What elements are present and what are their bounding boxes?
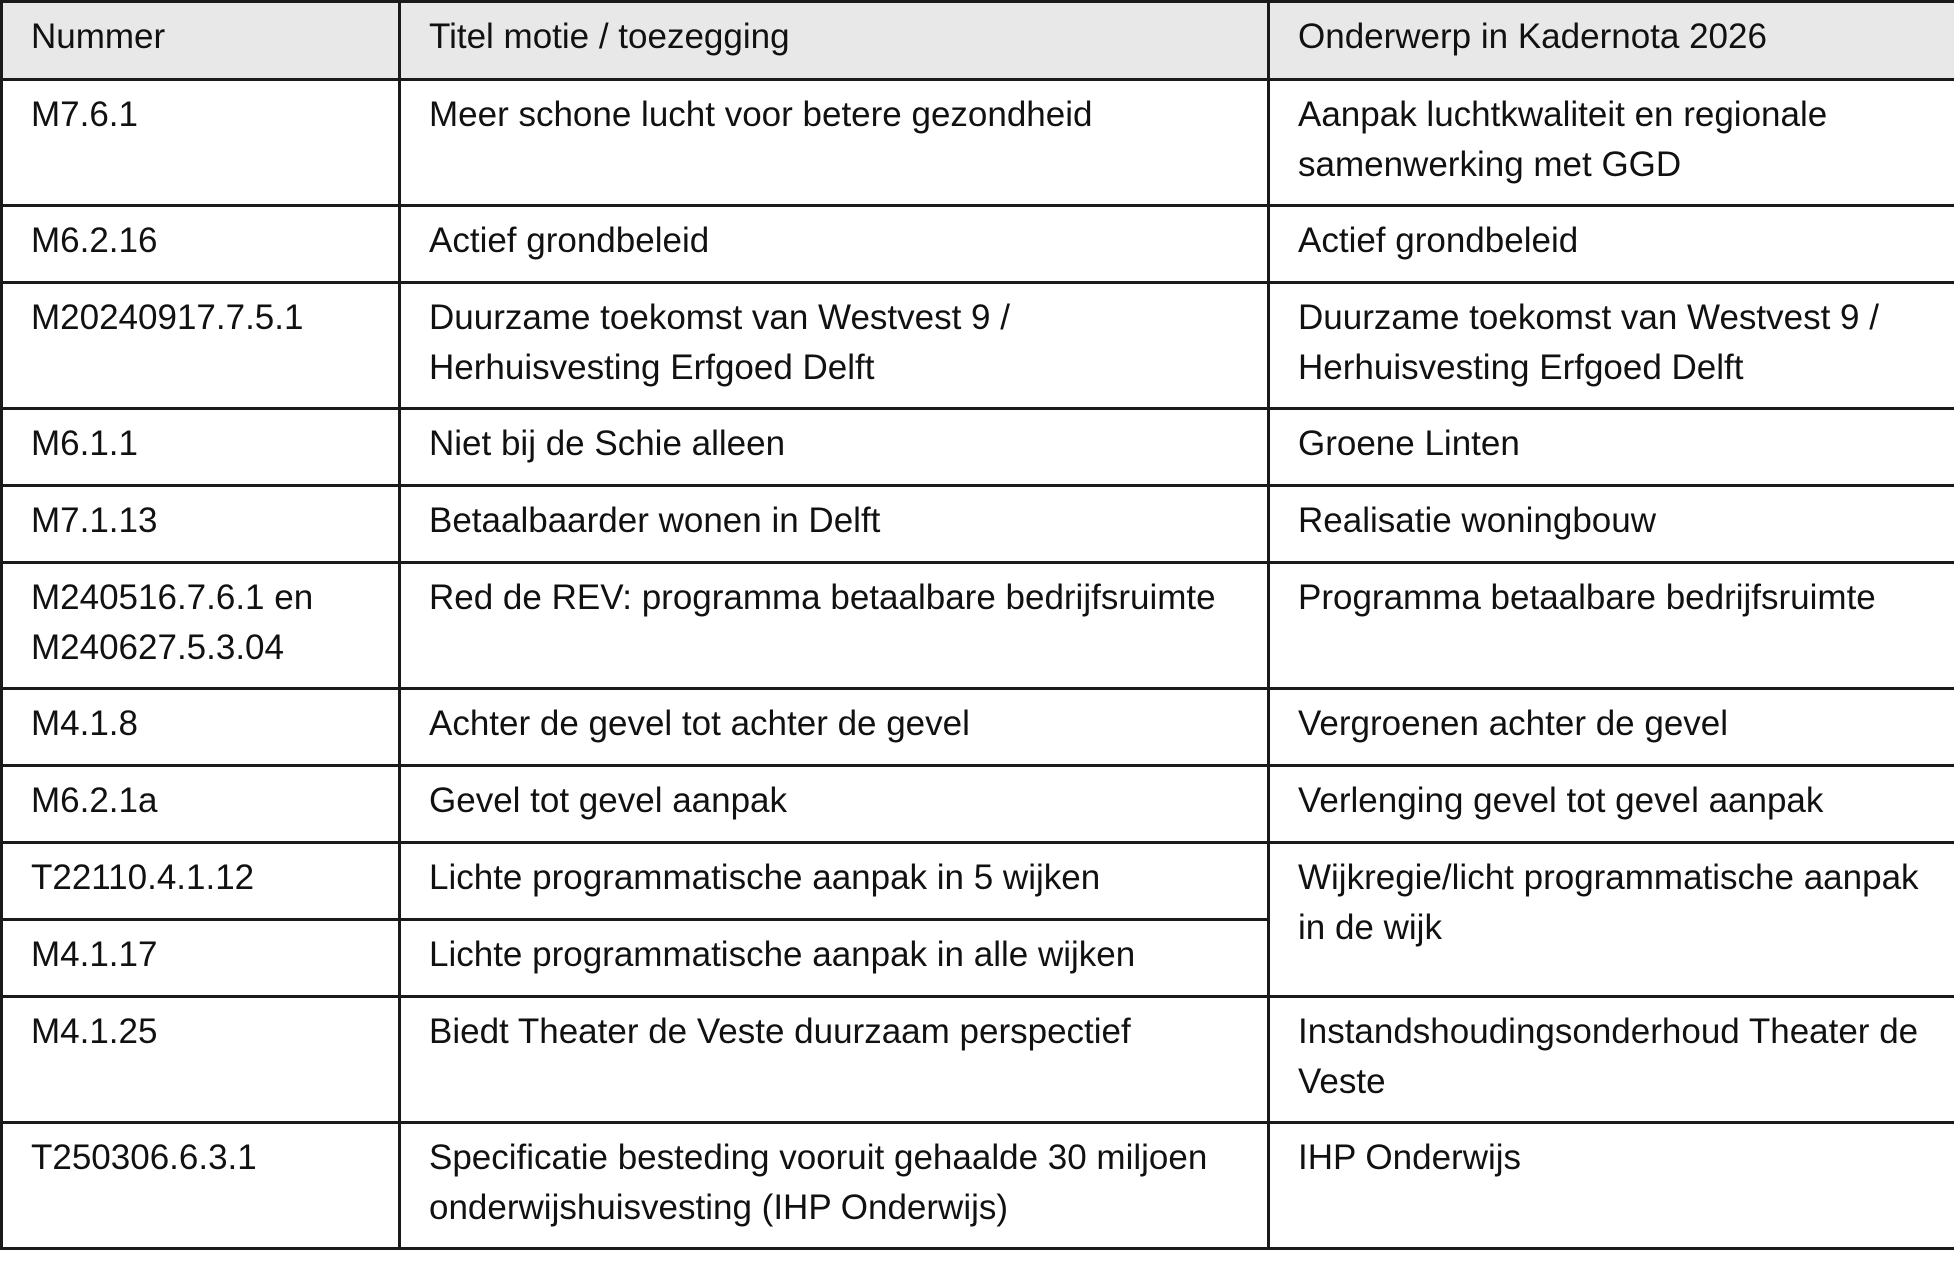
- table-row: [2, 997, 1954, 1123]
- table-row: [2, 283, 1954, 409]
- table-row: [2, 563, 1954, 689]
- cell-subject: Wijkregie/licht programmatische aanpak in de wijk: [1269, 843, 1954, 997]
- header-row: [2, 2, 1954, 80]
- cell-title: Niet bij de Schie alleen: [400, 409, 1269, 486]
- cell-subject: Duurzame toekomst van Westvest 9 / Herhuisvesting Erfgoed Delft: [1269, 283, 1954, 409]
- cell-number: M4.1.25: [2, 997, 400, 1123]
- cell-subject: Realisatie woningbouw: [1269, 486, 1954, 563]
- cell-subject: Programma betaalbare bedrijfsruimte: [1269, 563, 1954, 689]
- cell-title: Gevel tot gevel aanpak: [400, 766, 1269, 843]
- table-row: [2, 1123, 1954, 1249]
- cell-subject: IHP Onderwijs: [1269, 1123, 1954, 1249]
- cell-title: Meer schone lucht voor betere gezondheid: [400, 80, 1269, 206]
- header-number: Nummer: [2, 2, 400, 80]
- cell-subject: Instandshoudingsonderhoud Theater de Veste: [1269, 997, 1954, 1123]
- cell-subject: Verlenging gevel tot gevel aanpak: [1269, 766, 1954, 843]
- cell-number: M6.2.1a: [2, 766, 400, 843]
- cell-title: Achter de gevel tot achter de gevel: [400, 689, 1269, 766]
- table-row: [2, 486, 1954, 563]
- cell-subject: Aanpak luchtkwaliteit en regionale samenwerking met GGD: [1269, 80, 1954, 206]
- cell-title: Lichte programmatische aanpak in alle wijken: [400, 920, 1269, 997]
- cell-subject: Actief grondbeleid: [1269, 206, 1954, 283]
- cell-number: T22110.4.1.12: [2, 843, 400, 920]
- cell-number: M4.1.17: [2, 920, 400, 997]
- cell-subject: Vergroenen achter de gevel: [1269, 689, 1954, 766]
- table-row: [2, 843, 1954, 920]
- cell-title: Duurzame toekomst van Westvest 9 / Herhuisvesting Erfgoed Delft: [400, 283, 1269, 409]
- cell-title: Betaalbaarder wonen in Delft: [400, 486, 1269, 563]
- cell-number: M7.1.13: [2, 486, 400, 563]
- cell-number: M6.1.1: [2, 409, 400, 486]
- header-subject: Onderwerp in Kadernota 2026: [1269, 2, 1954, 80]
- cell-title: Lichte programmatische aanpak in 5 wijken: [400, 843, 1269, 920]
- cell-title: Specificatie besteding vooruit gehaalde 30 miljoen onderwijshuisvesting (IHP Onderwijs): [400, 1123, 1269, 1249]
- cell-number: M240516.7.6.1 en M240627.5.3.04: [2, 563, 400, 689]
- header-title: Titel motie / toezegging: [400, 2, 1269, 80]
- table-row: [2, 766, 1954, 843]
- cell-title: Red de REV: programma betaalbare bedrijfsruimte: [400, 563, 1269, 689]
- table-row: [2, 206, 1954, 283]
- cell-number: M20240917.7.5.1: [2, 283, 400, 409]
- cell-title: Biedt Theater de Veste duurzaam perspectief: [400, 997, 1269, 1123]
- table-row: [2, 80, 1954, 206]
- cell-number: M4.1.8: [2, 689, 400, 766]
- table-row: [2, 689, 1954, 766]
- cell-number: M7.6.1: [2, 80, 400, 206]
- cell-title: Actief grondbeleid: [400, 206, 1269, 283]
- cell-number: T250306.6.3.1: [2, 1123, 400, 1249]
- cell-number: M6.2.16: [2, 206, 400, 283]
- table-row: [2, 409, 1954, 486]
- cell-subject: Groene Linten: [1269, 409, 1954, 486]
